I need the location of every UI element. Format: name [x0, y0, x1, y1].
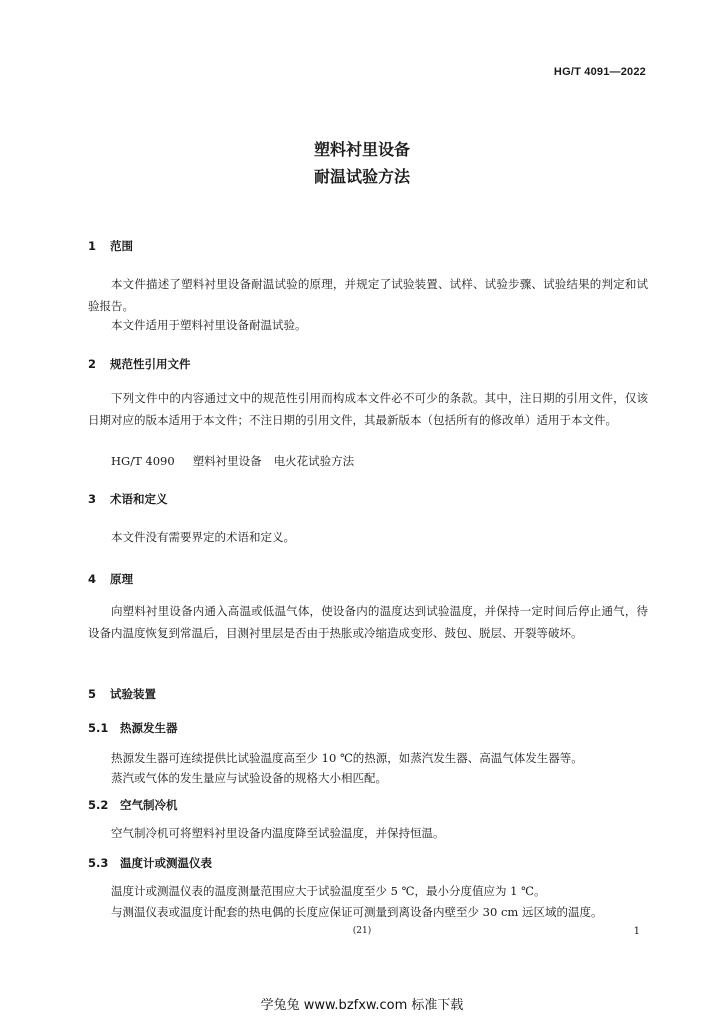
subsection-title: 空气制冷机	[120, 798, 178, 812]
subsection-number: 5.3	[88, 856, 109, 870]
section-title: 原理	[110, 572, 133, 586]
section-number: 5	[88, 687, 97, 701]
section-1-heading	[88, 238, 133, 254]
section-5-3-paragraph-2: 与测温仪表或温度计配套的热电偶的长度应保证可测量到离设备内壁至少 30 cm 远区域的温度。	[111, 905, 603, 919]
section-2-paragraph-1: 下列文件中的内容通过文中的规范性引用而构成本文件必不可少的条款。其中，注日期的引用文件，仅该日期对应的版本适用于本文件；不注日期的引用文件，其最新版本（包括所有的修改单）适用于本文件。	[88, 391, 648, 427]
watermark-text: 学兔兔 www.bzfxw.com 标准下载	[260, 998, 464, 1013]
document-title-line1: 塑料衬里设备	[313, 140, 410, 159]
section-5-2-heading	[88, 797, 178, 813]
normative-reference-item	[111, 453, 354, 469]
section-title: 术语和定义	[110, 492, 168, 506]
section-2-heading	[88, 356, 191, 372]
subsection-number: 5.2	[88, 798, 109, 812]
section-5-1-paragraph-2: 蒸汽或气体的发生量应与试验设备的规格大小相匹配。	[111, 771, 387, 785]
section-5-heading	[88, 686, 156, 702]
reference-title-part-b: 电火花试验方法	[273, 454, 355, 468]
document-code: HG/T 4091—2022	[553, 66, 646, 78]
section-3-heading	[88, 491, 168, 507]
section-title: 规范性引用文件	[110, 357, 191, 371]
section-5-1-heading	[88, 720, 178, 736]
section-title: 范围	[110, 239, 133, 253]
section-1-paragraph-2: 本文件适用于塑料衬里设备耐温试验。	[111, 318, 307, 332]
section-5-3-paragraph-1: 温度计或测温仪表的温度测量范围应大于试验温度至少 5 ℃，最小分度值应为 1 ℃。	[111, 884, 546, 898]
document-title-line2: 耐温试验方法	[313, 167, 410, 186]
section-number: 4	[88, 572, 97, 586]
reference-code: HG/T 4090	[111, 454, 175, 468]
section-number: 2	[88, 357, 97, 371]
section-1-paragraph-1: 本文件描述了塑料衬里设备耐温试验的原理，并规定了试验装置、试样、试验步骤、试验结果的判定和试验报告。	[88, 277, 648, 313]
section-5-1-paragraph-1: 热源发生器可连续提供比试验温度高至少 10 ℃的热源，如蒸汽发生器、高温气体发生器等。	[111, 751, 583, 765]
section-4-paragraph-1: 向塑料衬里设备内通入高温或低温气体，使设备内的温度达到试验温度，并保持一定时间后停止通气，待设备内温度恢复到常温后，目测衬里层是否由于热胀或冷缩造成变形、鼓包、脱层、开裂等破坏。	[88, 604, 648, 640]
subsection-number: 5.1	[88, 721, 109, 735]
section-number: 3	[88, 492, 97, 506]
subsection-title: 温度计或测温仪表	[120, 856, 212, 870]
section-5-2-paragraph-1: 空气制冷机可将塑料衬里设备内温度降至试验温度，并保持恒温。	[111, 826, 445, 840]
reference-title-part-a: 塑料衬里设备	[192, 454, 262, 468]
section-5-3-heading	[88, 855, 212, 871]
section-number: 1	[88, 239, 97, 253]
section-title: 试验装置	[110, 687, 156, 701]
section-3-paragraph-1: 本文件没有需要界定的术语和定义。	[111, 530, 295, 544]
page-footer-label: (21)	[352, 926, 372, 936]
subsection-title: 热源发生器	[120, 721, 178, 735]
page-number: 1	[633, 926, 640, 937]
section-4-heading	[88, 571, 133, 587]
